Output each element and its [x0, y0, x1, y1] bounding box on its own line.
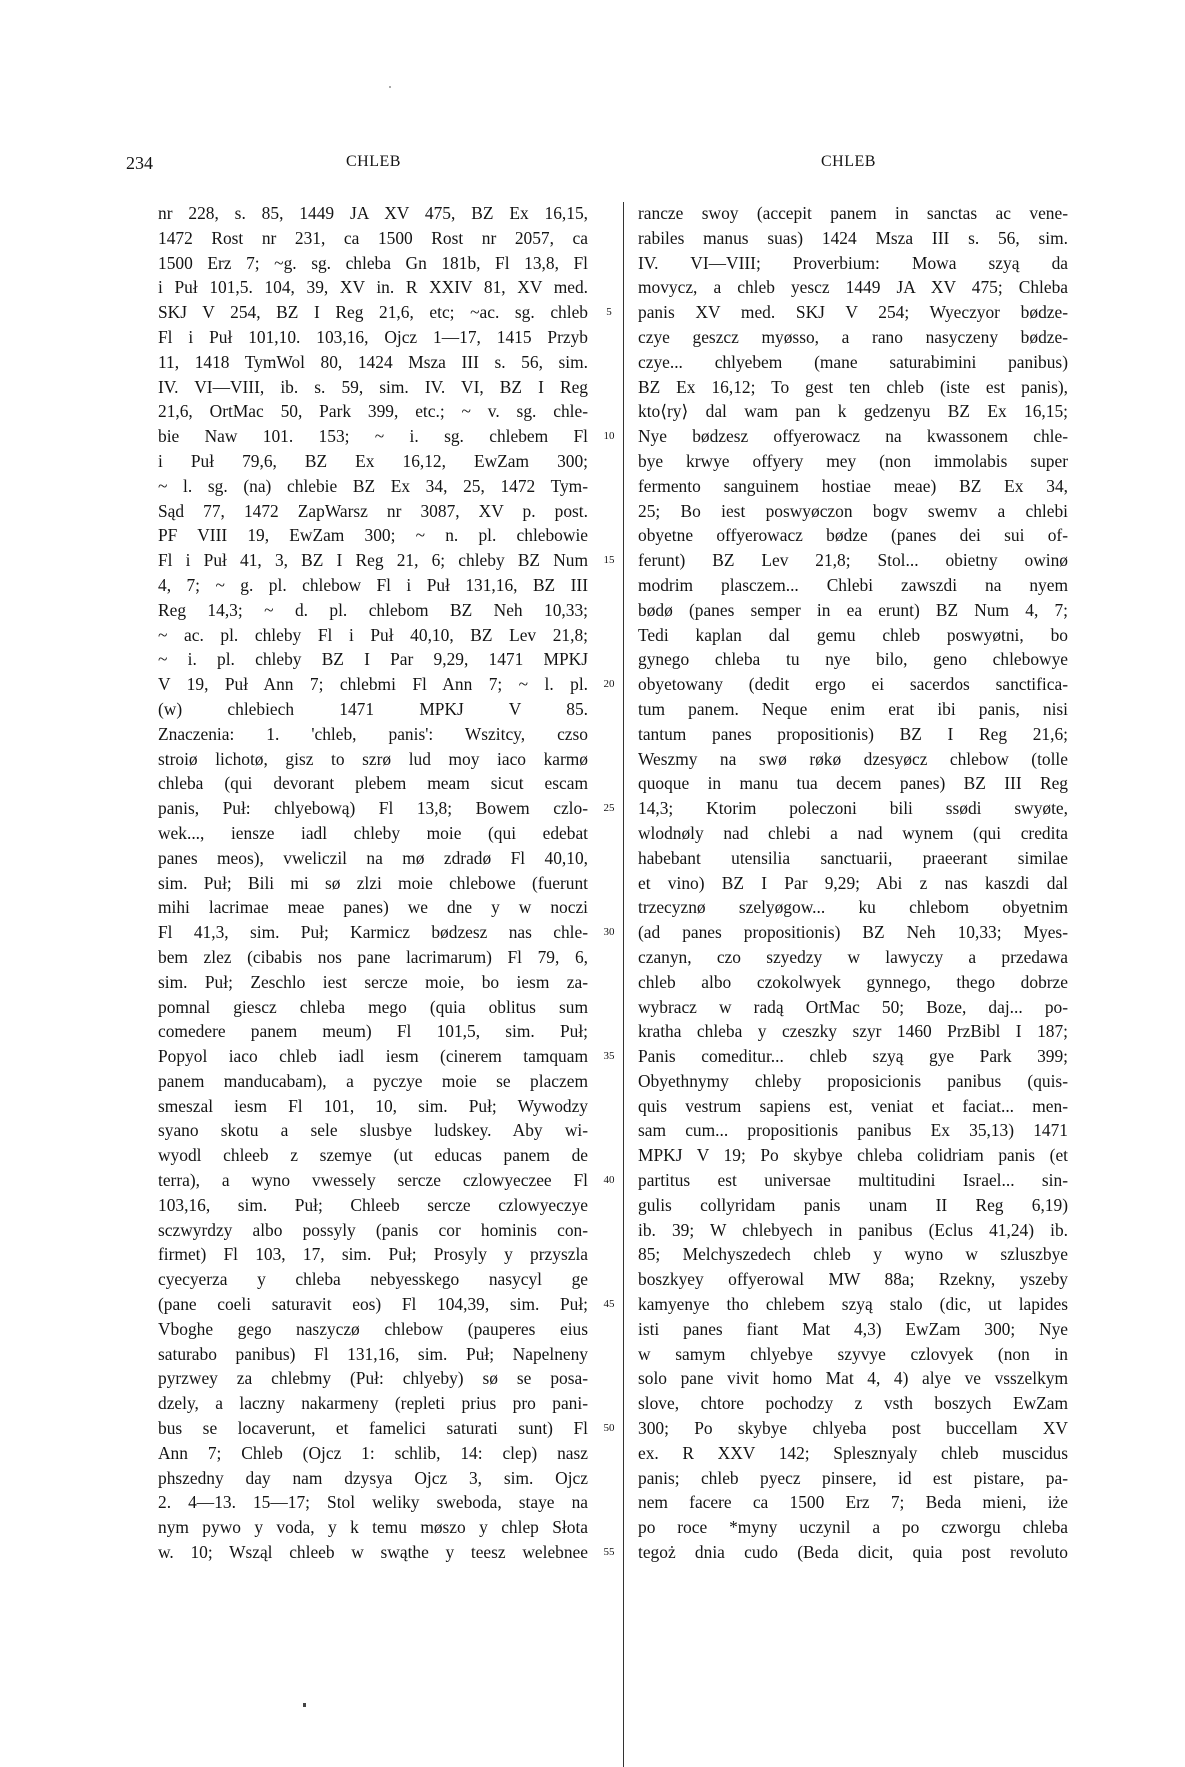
text-line: ~ l. sg. (na) chlebie BZ Ex 34, 25, 1472 Tym-	[158, 475, 588, 496]
line-number: 35	[603, 1050, 615, 1063]
text-line: bem zlez (cibabis nos pane lacrimarum) Fl 79, 6,	[158, 946, 588, 967]
line-number: 55	[603, 1546, 615, 1559]
text-line: IV. VI—VIII; Proverbium: Mowa szyą da	[638, 252, 1068, 273]
text-line: boszkyey offyerowal MW 88a; Rzekny, yszeby	[638, 1269, 1068, 1290]
text-line: bødø (panes semper in ea erunt) BZ Num 4, 7;	[638, 599, 1068, 620]
text-line: movycz, a chleb yescz 1449 JA XV 475; Chleba	[638, 277, 1068, 298]
text-line: tegoż dnia cudo (Beda dicit, quia post revoluto	[638, 1542, 1068, 1563]
text-line: bus se locaverunt, et famelici saturati sunt) Fl	[158, 1418, 588, 1439]
text-line: Vboghe gego naszyczø chlebow (pauperes eius	[158, 1318, 588, 1339]
text-line: pyrzwey za chlebmy (Puł: chlyeby) sø se posa-	[158, 1368, 588, 1389]
text-line: chleba (qui devorant plebem meam sicut escam	[158, 773, 588, 794]
line-number: 40	[603, 1174, 615, 1187]
page-number: 234	[126, 153, 153, 173]
text-line: 2. 4—13. 15—17; Stol weliky sweboda, staye na	[158, 1492, 588, 1513]
text-line: partitus est universae multitudini Israel... sin-	[638, 1170, 1068, 1191]
text-line: ib. 39; W chlebyech in panibus (Eclus 41,24) ib.	[638, 1219, 1068, 1240]
text-line: ~ i. pl. chleby BZ I Par 9,29, 1471 MPKJ	[158, 649, 588, 670]
text-line: Obyethnymy chleby proposicionis panibus (quis-	[638, 1070, 1068, 1091]
text-line: stroiø lichotø, gisz to szrø lud moy iaco karmø	[158, 748, 588, 769]
text-line: IV. VI—VIII, ib. s. 59, sim. IV. VI, BZ I Reg	[158, 376, 588, 397]
text-line: czye geszcz myøsso, a rano nasyczeny bødze-	[638, 326, 1068, 347]
text-line: Fl i Puł 101,10. 103,16, Ojcz 1—17, 1415 Przyb	[158, 326, 588, 347]
page-header	[0, 153, 1185, 177]
text-line: (w) chlebiech 1471 MPKJ V 85.	[158, 698, 588, 719]
text-line: nem facere ca 1500 Erz 7; Beda mieni, iże	[638, 1492, 1068, 1513]
line-number: 25	[603, 802, 615, 815]
text-line: sim. Puł; Zeschlo iest sercze moie, bo iesm za-	[158, 971, 588, 992]
text-line: w samym chlyebye szyvye czlovyek (non in	[638, 1343, 1068, 1364]
text-line: wlodnøly nad chlebi a nad wynem (qui credita	[638, 822, 1068, 843]
line-number: 30	[603, 926, 615, 939]
text-line: Weszmy na swø røkø dzesyøcz chlebow (tolle	[638, 748, 1068, 769]
text-line: Fl 41,3, sim. Puł; Karmicz bødzesz nas chle-	[158, 922, 588, 943]
scan-speck-top	[389, 86, 391, 88]
line-number: 15	[603, 554, 615, 567]
text-line: 21,6, OrtMac 50, Park 399, etc.; ~ v. sg. chle-	[158, 401, 588, 422]
text-line: Tedi kaplan dal gemu chleb poswyøtni, bo	[638, 624, 1068, 645]
text-line: quoque in manu tua decem panes) BZ III Reg	[638, 773, 1068, 794]
text-line: sam cum... propositionis panibus Ex 35,13) 1471	[638, 1120, 1068, 1141]
text-line: (ad panes propositionis) BZ Neh 10,33; Myes-	[638, 922, 1068, 943]
left-text-column	[158, 201, 588, 1565]
text-line: cyecyerza y chleba nebyesskego nasycyl ge	[158, 1269, 588, 1290]
text-line: V 19, Puł Ann 7; chlebmi Fl Ann 7; ~ l. pl.	[158, 674, 588, 695]
text-line: saturabo panibus) Fl 131,16, sim. Puł; Napelneny	[158, 1343, 588, 1364]
text-line: smeszal iesm Fl 101, 10, sim. Puł; Wywodzy	[158, 1095, 588, 1116]
scan-speck-bottom	[303, 1703, 306, 1707]
text-line: mihi lacrimae meae panes) we dne y w noczi	[158, 897, 588, 918]
text-line: wyodl chleeb z szemye (ut educas panem de	[158, 1145, 588, 1166]
text-line: 4, 7; ~ g. pl. chlebow Fl i Puł 131,16, BZ III	[158, 574, 588, 595]
text-line: Sąd 77, 1472 ZapWarsz nr 3087, XV p. post.	[158, 500, 588, 521]
text-line: obyetowany (dedit ergo ei sacerdos sanctifica-	[638, 674, 1068, 695]
text-line: tantum panes propositionis) BZ I Reg 21,6;	[638, 723, 1068, 744]
text-line: modrim plasczem... Chlebi zawszdi na nyem	[638, 574, 1068, 595]
text-line: panis XV med. SKJ V 254; Wyeczyor bødze-	[638, 302, 1068, 323]
text-line: i Puł 79,6, BZ Ex 16,12, EwZam 300;	[158, 450, 588, 471]
text-line: obyetne offyerowacz bødze (panes dei sui of-	[638, 525, 1068, 546]
text-line: (pane coeli saturavit eos) Fl 104,39, sim. Puł;	[158, 1294, 588, 1315]
text-line: nym pywo y voda, y k temu møszo y chlep Słota	[158, 1517, 588, 1538]
text-line: 103,16, sim. Puł; Chleeb sercze czlowyeczye	[158, 1194, 588, 1215]
column-divider	[623, 202, 624, 1767]
right-text-column	[638, 201, 1068, 1565]
text-line: panis, Puł: chlyebową) Fl 13,8; Bowem czlo-	[158, 798, 588, 819]
text-line: dzely, a laczny nakarmeny (repleti prius pro pani-	[158, 1393, 588, 1414]
text-line: kratha chleba y czeszky szyr 1460 PrzBibl I 187;	[638, 1021, 1068, 1042]
text-line: quis vestrum sapiens est, veniat et faciat... men-	[638, 1095, 1068, 1116]
text-line: fermento sanguinem hostiae meae) BZ Ex 34,	[638, 475, 1068, 496]
text-line: ex. R XXV 142; Splesznyaly chleb muscidus	[638, 1442, 1068, 1463]
text-line: rabiles manus suas) 1424 Msza III s. 56, sim.	[638, 227, 1068, 248]
text-line: panem manducabam), a pyczye moie se placzem	[158, 1070, 588, 1091]
text-line: pomnal giescz chleba mego (quia oblitus sum	[158, 996, 588, 1017]
text-line: kamyenye tho chlebem szyą stalo (dic, ut lapides	[638, 1294, 1068, 1315]
text-line: 85; Melchyszedech chleb y wyno w szluszbye	[638, 1244, 1068, 1265]
text-line: comedere panem meum) Fl 101,5, sim. Puł;	[158, 1021, 588, 1042]
text-line: Nye bødzesz offyerowacz na kwassonem chle-	[638, 426, 1068, 447]
text-line: firmet) Fl 103, 17, sim. Puł; Prosyly y przyszla	[158, 1244, 588, 1265]
text-line: czanyn, czo szyedzy w lawyczy a przedawa	[638, 946, 1068, 967]
text-line: PF VIII 19, EwZam 300; ~ n. pl. chlebowie	[158, 525, 588, 546]
text-line: Reg 14,3; ~ d. pl. chlebom BZ Neh 10,33;	[158, 599, 588, 620]
running-headword-left: CHLEB	[346, 153, 401, 170]
text-line: 300; Po skybye chlyeba post buccellam XV	[638, 1418, 1068, 1439]
text-line: w. 10; Wsząl chleeb w swąthe y teesz welebnee	[158, 1542, 588, 1563]
text-line: nr 228, s. 85, 1449 JA XV 475, BZ Ex 16,15,	[158, 203, 588, 223]
text-line: terra), a wyno vwessely sercze czlowyeczee Fl	[158, 1170, 588, 1191]
text-line: syano skotu a sele slusbye ludskey. Aby wi-	[158, 1120, 588, 1141]
text-line: wek..., iensze iadl chleby moie (qui edebat	[158, 822, 588, 843]
text-line: solo pane vivit homo Mat 4, 4) alye ve vsszelkym	[638, 1368, 1068, 1389]
running-headword-right: CHLEB	[821, 153, 876, 170]
text-line: tum panem. Neque enim erat ibi panis, nisi	[638, 698, 1068, 719]
text-line: trzecyznø szelyøgow... ku chlebom obyetnim	[638, 897, 1068, 918]
text-line: rancze swoy (accepit panem in sanctas ac vene-	[638, 203, 1068, 223]
text-line: po roce *myny uczynil a po czworgu chleba	[638, 1517, 1068, 1538]
line-number: 50	[603, 1422, 615, 1435]
text-line: sim. Puł; Bili mi sø zlzi moie chlebowe (fuerunt	[158, 872, 588, 893]
text-line: slove, chtore pochodzy z vsth boszych EwZam	[638, 1393, 1068, 1414]
text-line: bye krwye offyery mey (non immolabis super	[638, 450, 1068, 471]
text-line: MPKJ V 19; Po skybye chleba colidriam panis (et	[638, 1145, 1068, 1166]
text-line: 25; Bo iest poswyøczon bogv swemv a chlebi	[638, 500, 1068, 521]
text-line: chleb albo czokolwyek gynnego, thego dobrze	[638, 971, 1068, 992]
text-line: Panis comeditur... chleb szyą gye Park 399;	[638, 1046, 1068, 1067]
text-line: gulis collyridam panis unam II Reg 6,19)	[638, 1194, 1068, 1215]
text-line: sczwyrdzy albo possyly (panis cor hominis con-	[158, 1219, 588, 1240]
text-line: 1472 Rost nr 231, ca 1500 Rost nr 2057, ca	[158, 227, 588, 248]
text-line: gynego chleba tu nye bilo, geno chlebowye	[638, 649, 1068, 670]
line-number: 10	[603, 430, 615, 443]
text-line: bie Naw 101. 153; ~ i. sg. chlebem Fl	[158, 426, 588, 447]
text-line: Ann 7; Chleb (Ojcz 1: schlib, 14: clep) nasz	[158, 1442, 588, 1463]
text-line: wybracz w radą OrtMac 50; Boze, daj... po-	[638, 996, 1068, 1017]
text-line: kto⟨ry⟩ dal wam pan k gedzenyu BZ Ex 16,15;	[638, 401, 1068, 422]
text-line: i Puł 101,5. 104, 39, XV in. R XXIV 81, XV med.	[158, 277, 588, 298]
text-line: 11, 1418 TymWol 80, 1424 Msza III s. 56, sim.	[158, 351, 588, 372]
text-line: Znaczenia: 1. 'chleb, panis': Wszitcy, czso	[158, 723, 588, 744]
text-line: czye... chlyebem (mane saturabimini panibus)	[638, 351, 1068, 372]
text-line: Fl i Puł 41, 3, BZ I Reg 21, 6; chleby BZ Num	[158, 550, 588, 571]
text-line: phszedny day nam dzysya Ojcz 3, sim. Ojcz	[158, 1467, 588, 1488]
text-line: ferunt) BZ Lev 21,8; Stol... obietny owinø	[638, 550, 1068, 571]
text-line: BZ Ex 16,12; To gest ten chleb (iste est panis),	[638, 376, 1068, 397]
line-number: 45	[603, 1298, 615, 1311]
text-line: Popyol iaco chleb iadl iesm (cinerem tamquam	[158, 1046, 588, 1067]
line-number: 5	[606, 306, 612, 319]
text-line: panis; chleb pyecz pinsere, id est pistare, pa-	[638, 1467, 1068, 1488]
text-line: SKJ V 254, BZ I Reg 21,6, etc; ~ac. sg. chleb	[158, 302, 588, 323]
text-line: panes meos), vweliczil na mø zdradø Fl 40,10,	[158, 847, 588, 868]
text-line: et vino) BZ I Par 9,29; Abi z nas kaszdi dal	[638, 872, 1068, 893]
text-line: 14,3; Ktorim poleczoni bili ssødi swyøte,	[638, 798, 1068, 819]
text-line: isti panes fiant Mat 4,3) EwZam 300; Nye	[638, 1318, 1068, 1339]
text-line: habebant utensilia sanctuarii, praeerant similae	[638, 847, 1068, 868]
line-number: 20	[603, 678, 615, 691]
text-line: 1500 Erz 7; ~g. sg. chleba Gn 181b, Fl 13,8, Fl	[158, 252, 588, 273]
text-line: ~ ac. pl. chleby Fl i Puł 40,10, BZ Lev 21,8;	[158, 624, 588, 645]
